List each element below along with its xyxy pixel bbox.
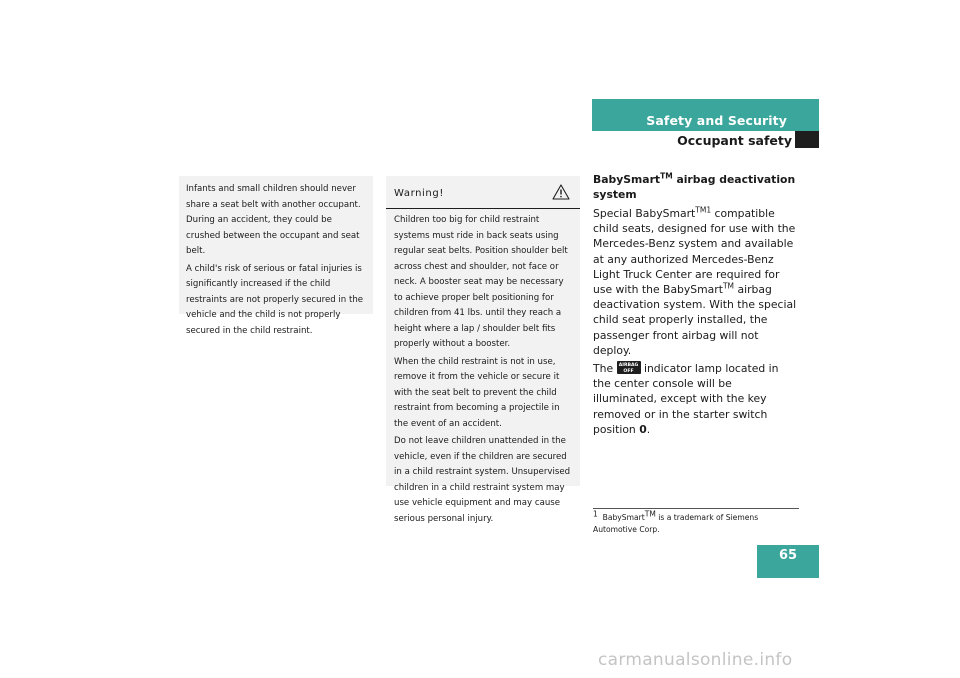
warning-header [386,176,580,209]
switch-position: 0 [639,422,647,436]
main-text-column [593,172,798,440]
warning-title: Warning! [394,188,444,199]
page-number-box [757,545,819,578]
section-title: Safety and Security [646,113,787,128]
note-paragraph-1: Infants and small children should never share a seat belt with another occupant. During an accident, they could be crushed between the occupant and seat belt. [186,184,361,256]
footnote-divider [593,508,799,509]
note-box [179,176,373,336]
warning-paragraph-1: Children too big for child restraint systems must ride in back seats using regular seat belts. Position shoulder belt across chest and shoulder, not face or neck. A booster seat may be necessary to achieve proper belt positioning for children from 41 lbs. until they reach a height where a lap / shoulder belt fits properly without a booster. [394,215,568,349]
section-header [592,99,819,131]
subsection-title: Occupant safety [677,133,792,148]
warning-paragraph-3: Do not leave children unattended in the vehicle, even if the children are secured in a child restraint system. Unsupervised children in a child restraint system may use vehicle equipment and may cause serious personal injury. [394,436,571,524]
note-paragraph-2: A child's risk of serious or fatal injuries is significantly increased if the child restraints are not properly secured in the vehicle and the child is not properly secured in the child restraint. [186,263,364,336]
warning-box [386,176,580,524]
warning-paragraph-2: When the child restraint is not in use, remove it from the vehicle or secure it with the seat belt to prevent the child restraint from becoming a projectile in the event of an accident. [394,356,560,429]
warning-triangle-icon [552,184,570,200]
page-number: 65 [778,548,798,563]
header-marker [795,131,819,148]
footnote: $^1$ BabySmart™ is a trademark of Siemens Automotive Corp. [593,509,759,534]
babysmart-heading: BabySmart™ airbag deactivation system [593,171,796,201]
airbag-off-icon: AIRBAG OFF [617,361,641,374]
watermark: carmanualsonline.info [598,650,793,670]
babysmart-paragraph-1: Special BabySmart$^{TM1}$ compatible child seats, designed for use with the Mercedes-Benz system and available at any authorized Mercedes-Benz Light Truck Center are required for use with the BabySmart™ airbag deactivation system. With the special child seat properly installed, the passenger front airbag will not deploy. [593,205,797,357]
babysmart-paragraph-2: The AIRBAG OFF indicator lamp located in the center console will be illuminated, except with the key removed or in the starter switch position 0. [593,362,779,436]
